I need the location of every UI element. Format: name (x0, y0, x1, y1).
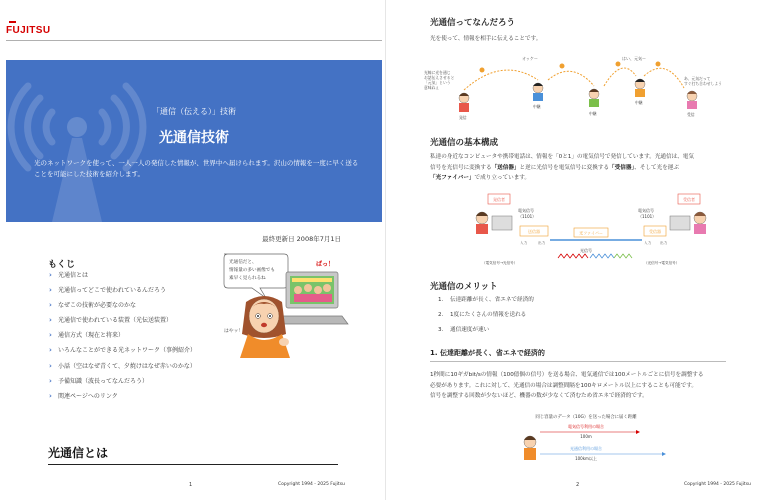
bang-text: ぱっ！ (316, 261, 335, 268)
intro-text: 光を使って、情報を相手に伝えることです。 (430, 36, 542, 42)
label-optical: 光信号 (580, 248, 592, 253)
role-relay: 中継 (589, 111, 597, 116)
label-output: 出力 (660, 241, 668, 245)
value-elec: 100m (580, 434, 592, 439)
logo-accent (9, 21, 16, 23)
role-receiver: 受信 (687, 112, 695, 117)
document-page-2 (386, 0, 772, 500)
toc-link[interactable]: › なぜこの技術が必要なのかな (48, 302, 198, 311)
heading-basic-config: 光通信の基本構成 (430, 138, 499, 148)
label-conversion: （電気信号→光信号） (482, 261, 518, 265)
toc-link[interactable]: › 光通信ってどこで使われているんだろう (48, 287, 198, 296)
person-figure (459, 93, 469, 112)
subheading-rule (430, 361, 726, 362)
list-item: 3. 通信速度が速い (438, 327, 490, 333)
toc-link[interactable]: › 小話（空はなぜ青くて、夕焼けはなぜ赤いのかな） (48, 363, 198, 372)
relay-yes: はい、元気ー (622, 56, 646, 61)
fujitsu-logo[interactable]: FUJITSU (6, 25, 50, 36)
toc-link[interactable]: › 通信方式（現在と将来） (48, 332, 198, 341)
relay-note: すぐ打ち合わせしよう (684, 81, 722, 86)
label-optical-case: 光通信利用の場合 (570, 446, 602, 451)
distance-caption: 同じ容量のデータ（10G）を送った場合に届く距離 (535, 415, 637, 420)
woman-laptop-illustration (220, 250, 350, 360)
copyright: Copyright 1994 - 2025 Fujitsu (278, 482, 345, 487)
label-conversion: （光信号→電気信号） (644, 261, 680, 265)
woman-speech: はやッ！ (224, 329, 244, 334)
relay-okay: オッケー (522, 56, 538, 61)
toc-link[interactable]: › 予備知識（波長ってなんだろう） (48, 378, 198, 387)
label-elec-signal: 電気信号 (638, 208, 654, 213)
section-heading: 光通信とは (48, 446, 109, 460)
role-relay: 中継 (635, 100, 643, 105)
subheading-distance: 1. 伝達距離が長く、省エネで経済的 (430, 349, 545, 357)
relay-note: 「元気」という (424, 80, 451, 85)
relay-illustration (422, 52, 742, 122)
label-sender: 発信者 (493, 197, 505, 202)
page-number: 2 (576, 482, 580, 488)
label-elec-signal: 電気信号 (518, 208, 534, 213)
page-number: 1 (189, 482, 193, 488)
distance-paragraph: 1秒間に10ギガbit/sの情報（100億個の信号）を送る場合、電気通信では100メートルごとに信号を調整する 必要があります。これに対して、光通信の場合は調整間隔を100キロメートル以上にすることも可能です。 信号を調整する回数が少ないほど、機器の数が少なくて済むため省エネで経済的です。 (430, 372, 704, 399)
toc-link[interactable]: › 関連ページへのリンク (48, 393, 198, 402)
header-rule (6, 40, 382, 41)
list-item: 2. 1度にたくさんの情報を送れる (438, 312, 527, 318)
label-input: 入力 (520, 241, 528, 245)
label-elec-case: 電気信号利用の場合 (568, 424, 604, 429)
label-output: 出力 (538, 241, 546, 245)
label-bits: （1101） (518, 214, 537, 219)
label-input: 入力 (644, 241, 652, 245)
table-of-contents (48, 272, 198, 408)
relay-note: 光線に光を通じ (424, 70, 451, 75)
hero-subtitle: 「通信（伝える）」技術 (152, 107, 236, 116)
toc-link[interactable]: › いろんなことができる光ネットワーク（事例紹介） (48, 347, 198, 356)
relay-note: お話伝えさせると (424, 75, 455, 80)
section-rule (48, 464, 338, 465)
config-paragraph: 私達の身近なコンピュータや携帯電話は、情報を「0と1」の電気信号で発信しています。光通信は、電気 信号を光信号に変換する「送信器」と逆に光信号を電気信号に変換する「受信器」、そして光を運ぶ 「光ファイバー」で成り立っています。 (430, 154, 694, 181)
heading-merits: 光通信のメリット (430, 282, 498, 292)
toc-link[interactable]: › 光通信とは (48, 272, 198, 281)
toc-link[interactable]: › 光通信で使われている装置（光伝送装置） (48, 317, 198, 326)
role-relay: 中継 (533, 104, 541, 109)
label-bits: （1101） (638, 214, 657, 219)
bubble-text-1: 光通信だと、 (229, 260, 257, 265)
hero-banner (6, 60, 382, 222)
heading-what-is: 光通信ってなんだろう (430, 18, 516, 28)
list-item: 1. 伝達距離が長く、省エネで経済的 (438, 297, 534, 303)
distance-diagram (486, 410, 686, 476)
hero-description: 光のネットワークを使って、一人一人の発信した情報が、世界中へ届けられます。沢山の情報を一度に早く送る ことを可能にした技術を紹介します。 (34, 159, 359, 178)
role-sender: 発信 (459, 115, 467, 120)
bubble-text-3: 素早く見られるね (229, 276, 266, 281)
copyright: Copyright 1994 - 2025 Fujitsu (684, 482, 751, 487)
merits-list (438, 296, 534, 341)
last-updated: 最終更新日 2008年7月1日 (262, 235, 341, 243)
label-receiver-device: 受信器 (649, 229, 661, 234)
label-fiber: 光ファイバー (579, 230, 603, 236)
basic-config-diagram (462, 192, 722, 268)
relay-note: 意味ねぇ (424, 85, 440, 90)
relay-note: あ、元気だって (684, 76, 711, 81)
toc-heading: もくじ (48, 260, 76, 270)
label-receiver: 受信者 (683, 197, 695, 202)
bubble-text-2: 情報量の多い画像でも (229, 268, 275, 273)
page-title: 光通信技術 (159, 130, 229, 146)
label-transmitter: 送信器 (528, 229, 540, 234)
value-optical: 100km以上 (575, 456, 597, 461)
